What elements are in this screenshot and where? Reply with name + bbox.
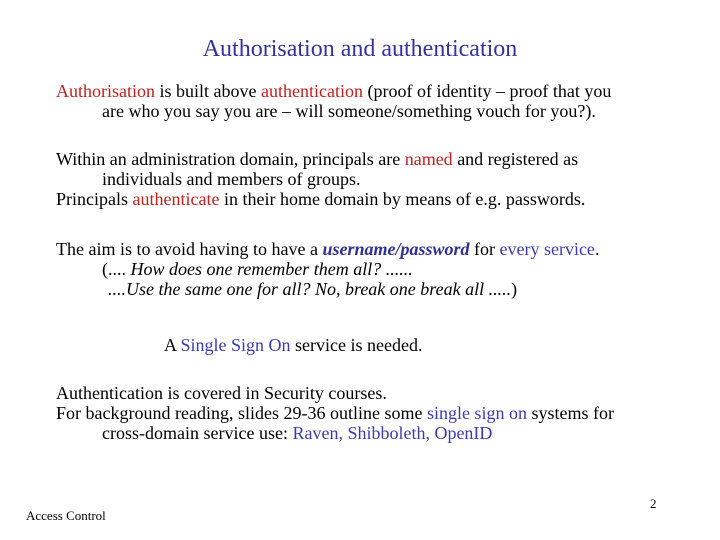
paragraph-background: Authentication is covered in Security courses. For background reading, slides 29-36 outline some single sign on systems for cross-domain service use: Raven, Shibboleth, OpenID	[56, 383, 614, 443]
term-single-sign-on-link: single sign on	[426, 403, 527, 423]
slide-title: Authorisation and authentication	[202, 36, 518, 62]
term-username-password: username/password	[322, 239, 470, 259]
paragraph-authorisation: Authorisation is built above authentication (proof of identity – proof that you are who you say you are – will someone/something vouch for you?).	[56, 81, 612, 121]
paragraph-aim: The aim is to avoid having to have a username/password for every service. (.... How does one remember them all? ...... ....Use the same one for all? No, break one break all .....)	[56, 239, 600, 299]
term-named: named	[404, 149, 453, 169]
page-number: 2	[650, 496, 657, 511]
paragraph-principals: Within an administration domain, principals are named and registered as individuals and members of groups. Principals authenticate in their home domain by means of e.g. passwords.	[56, 149, 586, 209]
footer-course-title: Access Control	[26, 508, 106, 523]
term-authentication: authentication	[261, 81, 363, 101]
term-single-sign-on: Single Sign On	[180, 335, 291, 355]
paragraph-sso: A Single Sign On service is needed.	[164, 335, 423, 355]
sso-systems-list: Raven, Shibboleth, OpenID	[292, 423, 493, 443]
term-authenticate: authenticate	[132, 189, 220, 209]
term-every-service: every service	[499, 239, 595, 259]
term-authorisation: Authorisation	[56, 81, 155, 101]
